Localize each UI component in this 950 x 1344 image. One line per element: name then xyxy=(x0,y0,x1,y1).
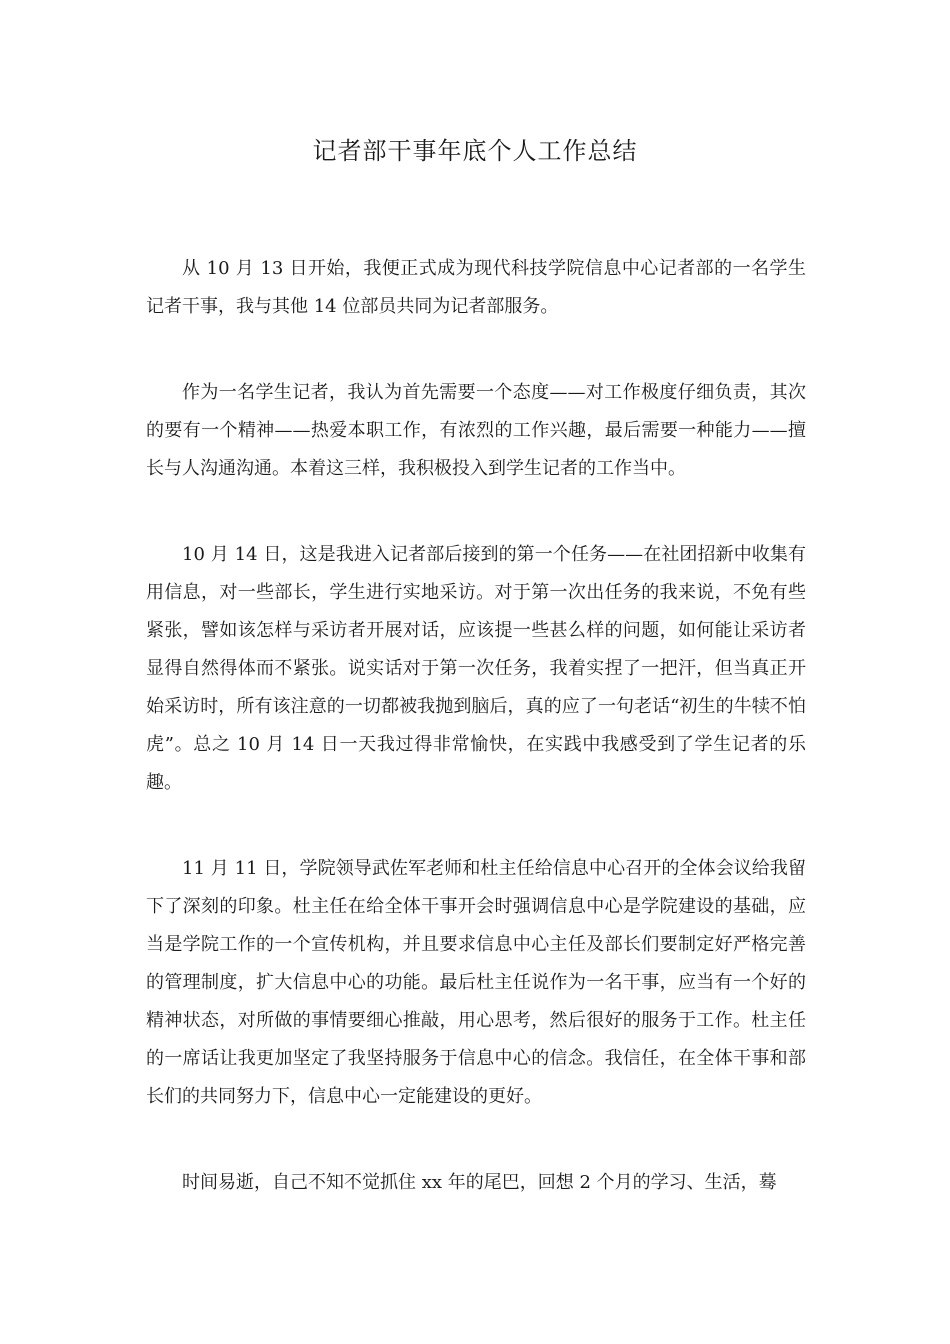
paragraph-3: 10 月 14 日，这是我进入记者部后接到的第一个任务——在社团招新中收集有用信息，对一些部长，学生进行实地采访。对于第一次出任务的我来说，不免有些紧张，譬如该怎样与采访者开展对话，应该提一些甚么样的问题，如何能让采访者显得自然得体而不紧张。说实话对于第一次任务，我着实捏了一把汗，但当真正开始采访时，所有该注意的一切都被我抛到脑后，真的应了一句老话“初生的牛犊不怕虎”。总之 10 月 14 日一天我过得非常愉快，在实践中我感受到了学生记者的乐趣。 xyxy=(146,544,806,793)
paragraph-2: 作为一名学生记者，我认为首先需要一个态度——对工作极度仔细负责，其次的要有一个精神——热爱本职工作，有浓烈的工作兴趣，最后需要一种能力——擅长与人沟通沟通。本着这三样，我积极投入到学生记者的工作当中。 xyxy=(146,382,806,479)
document-body xyxy=(146,250,806,1202)
paragraph-4: 11 月 11 日，学院领导武佐军老师和杜主任给信息中心召开的全体会议给我留下了深刻的印象。杜主任在给全体干事开会时强调信息中心是学院建设的基础，应当是学院工作的一个宣传机构，并且要求信息中心主任及部长们要制定好严格完善的管理制度，扩大信息中心的功能。最后杜主任说作为一名干事，应当有一个好的精神状态，对所做的事情要细心推敲，用心思考，然后很好的服务于工作。杜主任的一席话让我更加坚定了我坚持服务于信息中心的信念。我信任，在全体干事和部长们的共同努力下，信息中心一定能建设的更好。 xyxy=(146,858,806,1107)
paragraph-1: 从 10 月 13 日开始，我便正式成为现代科技学院信息中心记者部的一名学生记者干事，我与其他 14 位部员共同为记者部服务。 xyxy=(146,258,806,317)
document-title: 记者部干事年底个人工作总结 xyxy=(312,137,638,165)
paragraph-5: 时间易逝，自己不知不觉抓住 xx 年的尾巴，回想 2 个月的学习、生活，蓦 xyxy=(182,1172,777,1193)
